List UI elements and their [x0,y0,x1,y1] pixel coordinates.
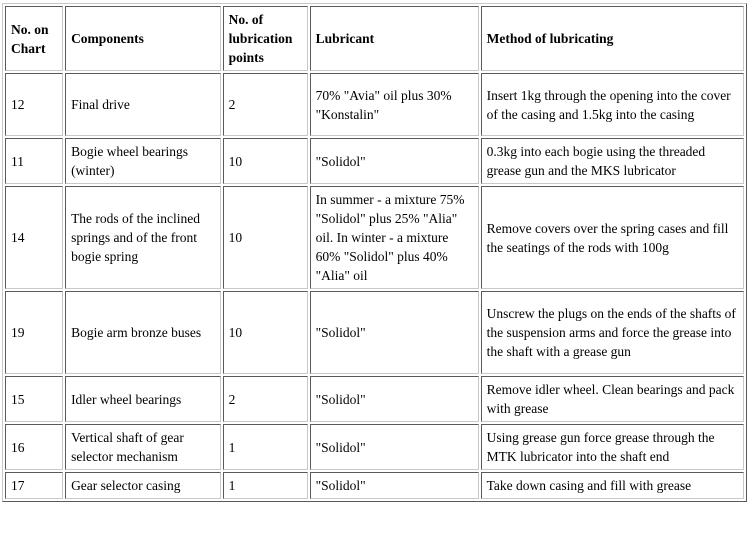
table-row [5,186,744,289]
cell-lubricant: "Solidol" [310,291,479,374]
cell-points: 2 [223,73,308,136]
cell-method: Remove covers over the spring cases and fill the seatings of the rods with 100g [481,186,744,289]
cell-chart-no: 16 [5,424,63,470]
cell-points: 1 [223,424,308,470]
cell-lubricant: "Solidol" [310,376,479,422]
lubrication-table [2,3,747,502]
header-points: No. of lubrication points [223,6,308,71]
cell-method: Remove idler wheel. Clean bearings and pack with grease [481,376,744,422]
cell-component: Vertical shaft of gear selector mechanism [65,424,221,470]
cell-lubricant: 70% "Avia" oil plus 30% "Konstalin" [310,73,479,136]
header-row [5,6,744,71]
cell-lubricant: "Solidol" [310,472,479,499]
cell-chart-no: 15 [5,376,63,422]
cell-component: Bogie arm bronze buses [65,291,221,374]
table-row [5,138,744,184]
cell-chart-no: 19 [5,291,63,374]
table-row [5,472,744,499]
header-lubricant: Lubricant [310,6,479,71]
table-row [5,73,744,136]
cell-component: Bogie wheel bearings (winter) [65,138,221,184]
cell-lubricant: "Solidol" [310,138,479,184]
cell-points: 1 [223,472,308,499]
cell-method: Take down casing and fill with grease [481,472,744,499]
cell-lubricant: In summer - a mixture 75% "Solidol" plus 25% "Alia" oil. In winter - a mixture 60% "Solidol" plus 40% "Alia" oil [310,186,479,289]
cell-component: Idler wheel bearings [65,376,221,422]
cell-points: 2 [223,376,308,422]
cell-chart-no: 14 [5,186,63,289]
header-method: Method of lubricating [481,6,744,71]
cell-component: Final drive [65,73,221,136]
table-row [5,291,744,374]
cell-points: 10 [223,186,308,289]
header-chart-no: No. on Chart [5,6,63,71]
table-row [5,424,744,470]
cell-method: Insert 1kg through the opening into the cover of the casing and 1.5kg into the casing [481,73,744,136]
cell-chart-no: 17 [5,472,63,499]
cell-points: 10 [223,138,308,184]
cell-points: 10 [223,291,308,374]
cell-component: The rods of the inclined springs and of the front bogie spring [65,186,221,289]
cell-method: Unscrew the plugs on the ends of the shafts of the suspension arms and force the grease into the shaft with a grease gun [481,291,744,374]
cell-chart-no: 11 [5,138,63,184]
table-row [5,376,744,422]
cell-method: Using grease gun force grease through the MTK lubricator into the shaft end [481,424,744,470]
cell-method: 0.3kg into each bogie using the threaded grease gun and the MKS lubricator [481,138,744,184]
cell-chart-no: 12 [5,73,63,136]
header-components: Components [65,6,221,71]
cell-lubricant: "Solidol" [310,424,479,470]
cell-component: Gear selector casing [65,472,221,499]
